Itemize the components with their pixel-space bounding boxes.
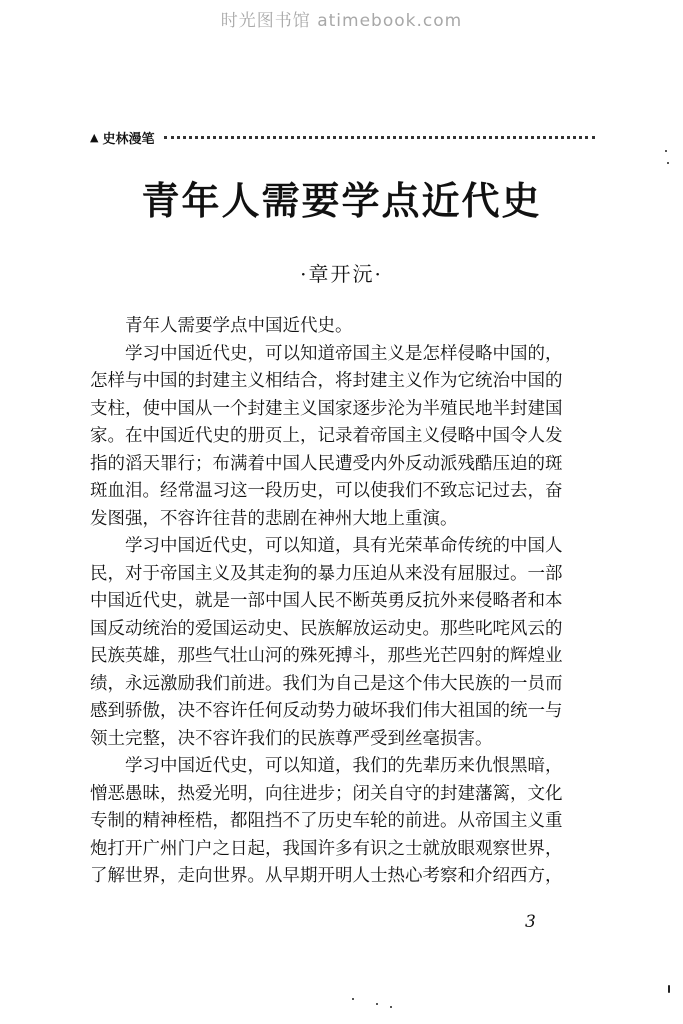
scan-speck: [668, 985, 670, 993]
article-title: 青年人需要学点近代史: [141, 179, 542, 223]
text-line: 民，对于帝国主义及其走狗的暴力压迫从来没有屈服过。一部: [90, 563, 563, 584]
text-line: 学习中国近代史，可以知道，具有光荣革命传统的中国人: [90, 536, 563, 556]
text-line: 怎样与中国的封建主义相结合，将封建主义作为它统治中国的: [90, 371, 563, 391]
page-number: 3: [525, 912, 536, 932]
text-line: 青年人需要学点中国近代史。: [90, 316, 353, 336]
scan-speck: [376, 1003, 378, 1005]
article-author: ·章开沅·: [300, 262, 383, 286]
text-line: 中国近代史，就是一部中国人民不断英勇反抗外来侵略者和本: [90, 591, 563, 611]
text-line: 支柱，使中国从一个封建主义国家逐步沦为半殖民地半封建国: [90, 398, 563, 419]
text-line: 专制的精神桎梏，都阻挡不了历史车轮的前进。从帝国主义重: [90, 811, 563, 831]
triangle-icon: ▲: [90, 130, 99, 144]
text-line: 绩，永远激励我们前进。我们为自己是这个伟大民族的一员而: [90, 673, 563, 694]
column-name: 史林漫笔: [102, 131, 155, 147]
scan-speck: [352, 998, 354, 1000]
scan-speck: [667, 162, 669, 164]
text-line: 炮打开广州门户之日起，我国许多有识之士就放眼观察世界，: [90, 838, 563, 859]
scan-speck: [665, 150, 667, 152]
decorative-rule: [164, 136, 595, 139]
text-line: 民族英雄，那些气壮山河的殊死搏斗，那些光芒四射的辉煌业: [90, 646, 563, 666]
article-body: [90, 313, 590, 891]
watermark: 时光图书馆 atimebook.com: [220, 11, 463, 31]
text-line: 指的滔天罪行；布满着中国人民遭受内外反动派残酷压迫的斑: [90, 453, 563, 474]
text-line: 发图强，不容许往昔的悲剧在神州大地上重演。: [90, 508, 458, 529]
column-header: [90, 128, 595, 146]
text-line: 国反动统治的爱国运动史、民族解放运动史。那些叱咤风云的: [90, 618, 563, 639]
text-line: 学习中国近代史，可以知道，我们的先辈历来仇恨黑暗，: [90, 756, 563, 776]
text-line: 感到骄傲，决不容许任何反动势力破坏我们伟大祖国的统一与: [90, 701, 563, 721]
scan-speck: [390, 1006, 392, 1008]
text-line: 斑血泪。经常温习这一段历史，可以使我们不致忘记过去，奋: [90, 481, 563, 501]
text-line: 了解世界，走向世界。从早期开明人士热心考察和介绍西方，: [90, 866, 563, 886]
text-line: 领土完整，决不容许我们的民族尊严受到丝毫损害。: [90, 728, 493, 749]
text-line: 憎恶愚昧，热爱光明，向往进步；闭关自守的封建藩篱，文化: [90, 783, 563, 804]
text-line: 家。在中国近代史的册页上，记录着帝国主义侵略中国令人发: [90, 426, 563, 446]
text-line: 学习中国近代史，可以知道帝国主义是怎样侵略中国的，: [90, 343, 563, 364]
